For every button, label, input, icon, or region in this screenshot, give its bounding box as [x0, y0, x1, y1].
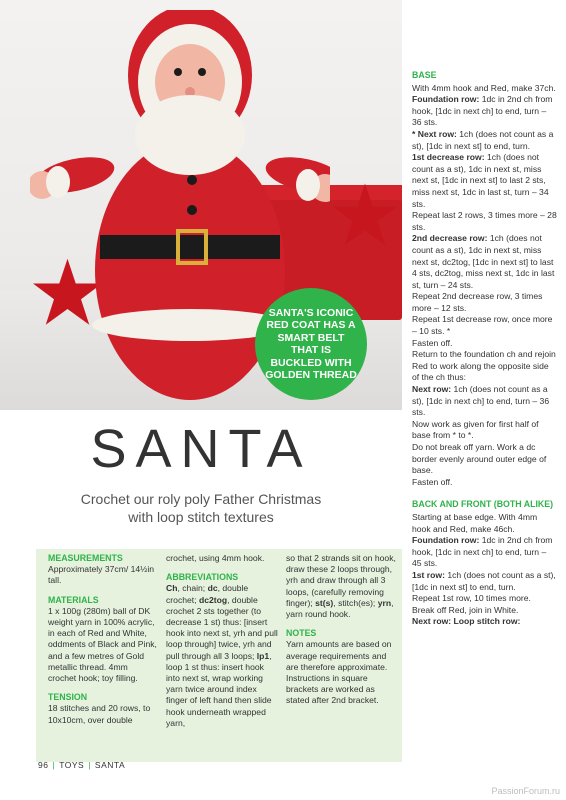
info-col-1 — [48, 553, 158, 726]
callout-badge: SANTA'S ICONIC RED COAT HAS A SMART BELT THAT IS BUCKLED WITH GOLDEN THREAD — [255, 288, 367, 400]
first-row: 1st row: 1ch (does not count as a st), [1dc in next st] to end, turn. — [412, 569, 556, 592]
tension-text: 18 stitches and 20 rows, to 10x10cm, over double — [48, 703, 151, 725]
loop-stitch-row: Next row: Loop stitch row: — [412, 616, 521, 627]
notes-text: Yarn amounts are based on average requirements and are therefore approximate. Instructions in square brackets are worked as stated after 2nd bracket. — [286, 639, 392, 706]
back-front-heading: BACK AND FRONT (BOTH ALIKE) — [412, 499, 554, 510]
abbreviations-cont: so that 2 strands sit on hook, draw these 2 loops through, yrh and draw through all 3 loops, (carefully removing finger); st(s), stitch(es); yrn, yarn round hook. — [286, 553, 396, 620]
notes-heading: NOTES — [286, 628, 317, 639]
subtitle: Crochet our roly poly Father Christmas with loop stitch textures — [80, 491, 322, 525]
measurements-heading: MEASUREMENTS — [48, 553, 123, 563]
watermark: PassionForum.ru — [491, 786, 560, 796]
foundation-row: Foundation row: 1dc in 2nd ch from hook, [1dc in next ch] to end, turn – 36 sts. — [412, 94, 553, 128]
back-intro: Starting at base edge. With 4mm hook and Red, make 46ch. — [412, 511, 538, 534]
fasten-off-1: Fasten off. — [412, 337, 453, 348]
repeat2: Repeat 2nd decrease row, 3 times more – 12 sts. — [412, 291, 543, 313]
break-red: Break off Red, join in White. — [412, 604, 519, 615]
measurements-text: Approximately 37cm/ 14½in tall. — [48, 564, 155, 586]
base-heading: BASE — [412, 70, 437, 80]
return-text: Return to the foundation ch and rejoin Red to work along the opposite side of the ch thus: — [412, 349, 556, 383]
dec1-row: 1st decrease row: 1ch (does not count as a st), 1dc in next st, miss next st, [1dc in next st] to last 2 sts, miss next st, 1dc in last st, turn – 34 sts. — [412, 152, 549, 209]
footer-name: SANTA — [94, 760, 126, 770]
info-box — [36, 549, 402, 762]
dec2-row: 2nd decrease row: 1ch (does not count as a st), 1dc in next st, miss next st, dc2tog, [1dc in next st] to last 4 sts, dc2tog, miss next st, 1dc in last st, turn – 24 sts. — [412, 233, 555, 290]
abbreviations-text: Ch, chain; dc, double crochet; dc2tog, double crochet 2 sts together (to decrease 1 st) thus: [insert hook into next st, yrh and pull loop through] twice, yrh and pull through all 3 loops; lp1, loop 1 st thus: insert hook into next st, wrap working yarn twice around index finger of left hand then slide hook underneath wrapped yarn, — [166, 583, 278, 728]
next-row-2: Next row: 1ch (does not count as a st), [1dc in next ch] to end, turn – 36 sts. — [412, 384, 550, 418]
page-title: SANTA — [90, 419, 312, 479]
santa-photo — [0, 0, 402, 410]
tension-cont: crochet, using 4mm hook. — [166, 553, 265, 563]
footer-section: TOYS — [59, 760, 85, 770]
abbreviations-heading: ABBREVIATIONS — [166, 572, 239, 583]
page-footer: 96 | TOYS | SANTA — [38, 760, 126, 770]
base-intro: With 4mm hook and Red, make 37ch. — [412, 82, 556, 93]
do-not-break: Do not break off yarn. Work a dc border evenly around outer edge of base. — [412, 442, 547, 476]
fasten-off-2: Fasten off. — [412, 476, 453, 487]
next-row: * Next row: 1ch (does not count as a st), [1dc in next st] to end, turn. — [412, 128, 554, 151]
info-col-3 — [286, 553, 396, 707]
repeat4: Repeat 1st row, 10 times more. — [412, 593, 531, 604]
materials-text: 1 x 100g (280m) ball of DK weight yarn in 100% acrylic, in each of Red and White, oddments of Black and Pink, and a few metres of Gold metallic thread. 4mm crochet hook; toy filling. — [48, 605, 157, 684]
repeat3: Repeat 1st decrease row, once more – 10 sts. * — [412, 314, 553, 337]
tension-heading: TENSION — [48, 692, 88, 703]
info-col-2 — [166, 553, 278, 729]
star-decoration-right — [330, 180, 400, 250]
instructions-column — [412, 70, 557, 628]
materials-heading: MATERIALS — [48, 594, 99, 605]
repeat1: Repeat last 2 rows, 3 times more – 28 sts. — [412, 210, 557, 232]
now-work: Now work as given for first half of base from * to *. — [412, 418, 539, 441]
foundation-row-2: Foundation row: 1dc in 2nd ch from hook, [1dc in next ch] to end, turn – 45 sts. — [412, 535, 553, 569]
page-number: 96 — [38, 760, 49, 770]
